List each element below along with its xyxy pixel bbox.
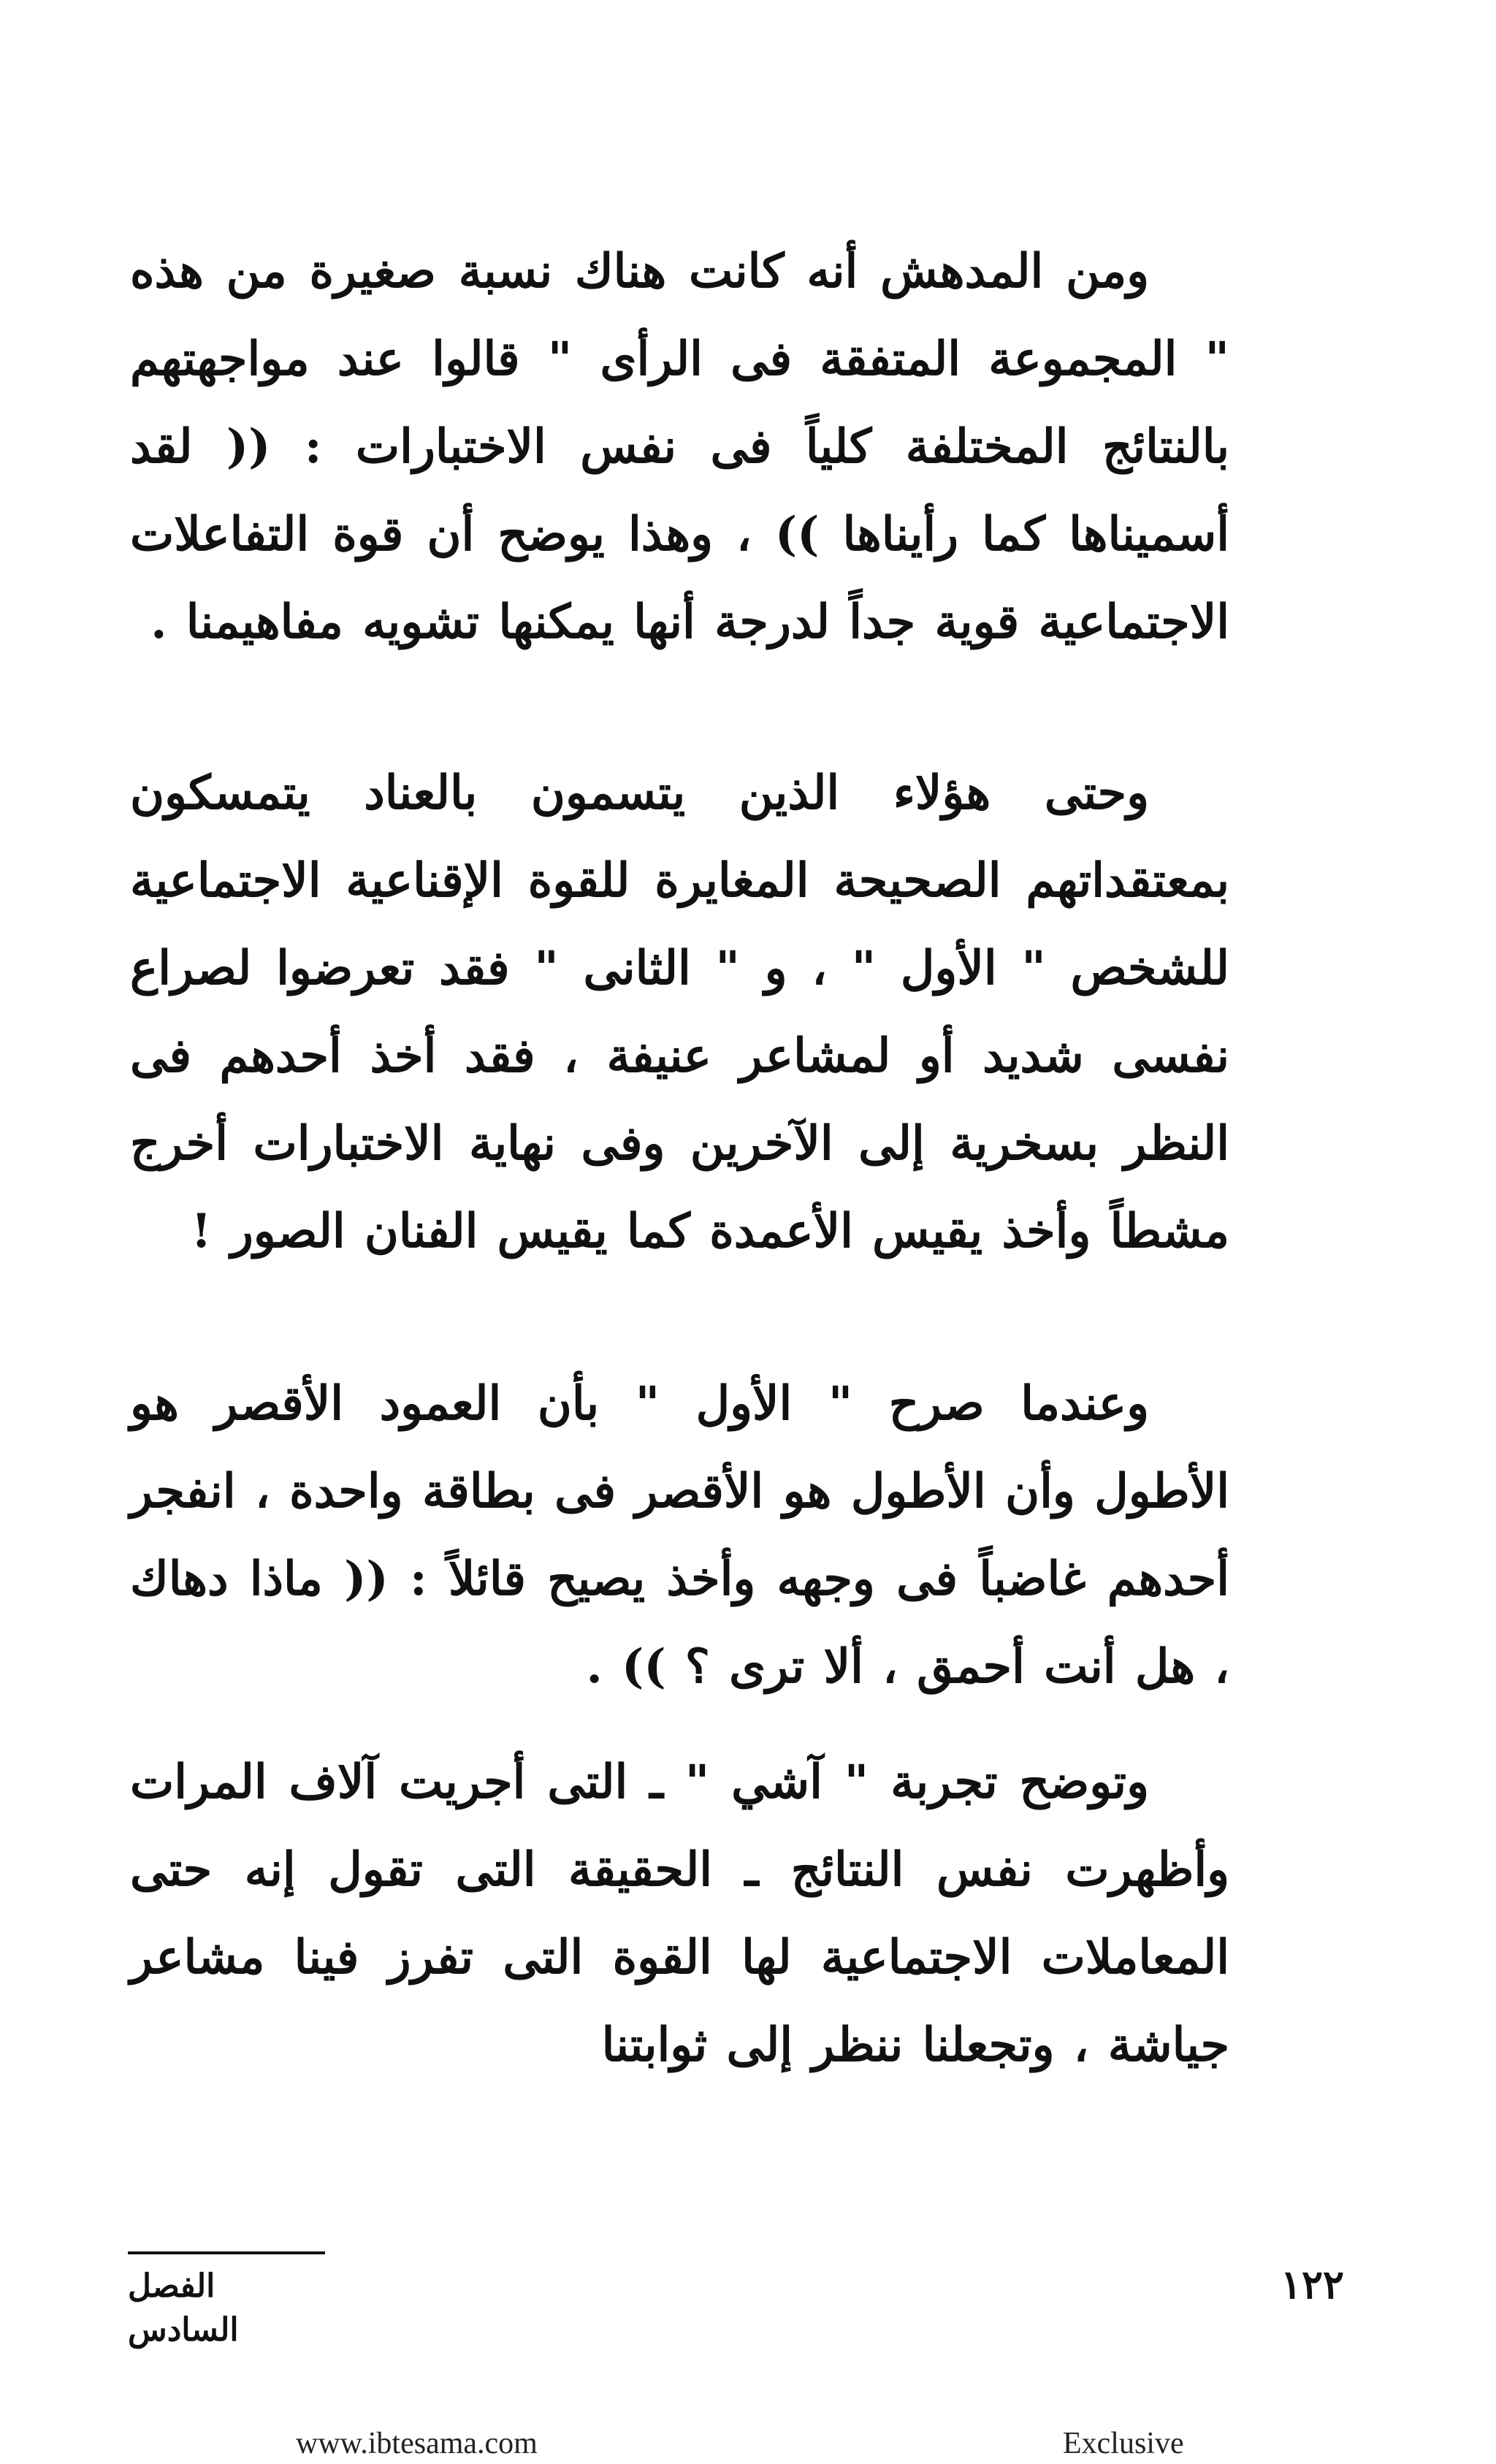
paragraph-text: وعندما صرح " الأول " بأن العمود الأقصر هو الأطول وأن الأطول هو الأقصر فى بطاقة واحدة ، انفجر أحدهم غاضباً فى وجهه وأخذ يصيح قائلاً : (( ماذا دهاك ، هل أنت أحمق ، ألا ترى ؟ )) .: [130, 1376, 1230, 1694]
body-paragraph-2: [130, 750, 1229, 1275]
paragraph-text: وتوضح تجربة " آشي " ـ التى أجريت آلاف المرات وأظهرت نفس النتائج ـ الحقيقة التى تقول إنه حتى المعاملات الاجتماعية لها القوة التى تفرز فينا مشاعر جياشة ، وتجعلنا ننظر إلى ثوابتنا: [130, 1755, 1229, 2072]
body-paragraph-3: [130, 1360, 1229, 1711]
paragraph-text: ومن المدهش أنه كانت هناك نسبة صغيرة من هذه " المجموعة المتفقة فى الرأى " قالوا عند مواجهتهم بالنتائج المختلفة كلياً فى نفس الاختبارات : (( لقد أسميناها كما رأيناها )) ، وهذا يوضح أن قوة التفاعلات الاجتماعية قوية جداً لدرجة أنها يمكنها تشويه مفاهيمنا .: [130, 244, 1229, 649]
page-number: ١٢٢: [1280, 2261, 1344, 2308]
watermark-tag: Exclusive: [1063, 2427, 1184, 2460]
watermark-site: www.ibtesama.com: [296, 2427, 538, 2460]
body-paragraph-4: [130, 1739, 1229, 2089]
body-paragraph-1: [130, 228, 1229, 666]
chapter-label: الفصل السادس: [128, 2267, 239, 2349]
footer-divider: [128, 2251, 325, 2254]
paragraph-text: وحتى هؤلاء الذين يتسمون بالعناد يتمسكون بمعتقداتهم الصحيحة المغايرة للقوة الإقناعية الاجتماعية للشخص " الأول " ، و " الثانى " فقد تعرضوا لصراع نفسى شديد أو لمشاعر عنيفة ، فقد أخذ أحدهم فى النظر بسخرية إلى الآخرين وفى نهاية الاختبارات أخرج مشطاً وأخذ يقيس الأعمدة كما يقيس الفنان الصور !: [130, 766, 1229, 1259]
